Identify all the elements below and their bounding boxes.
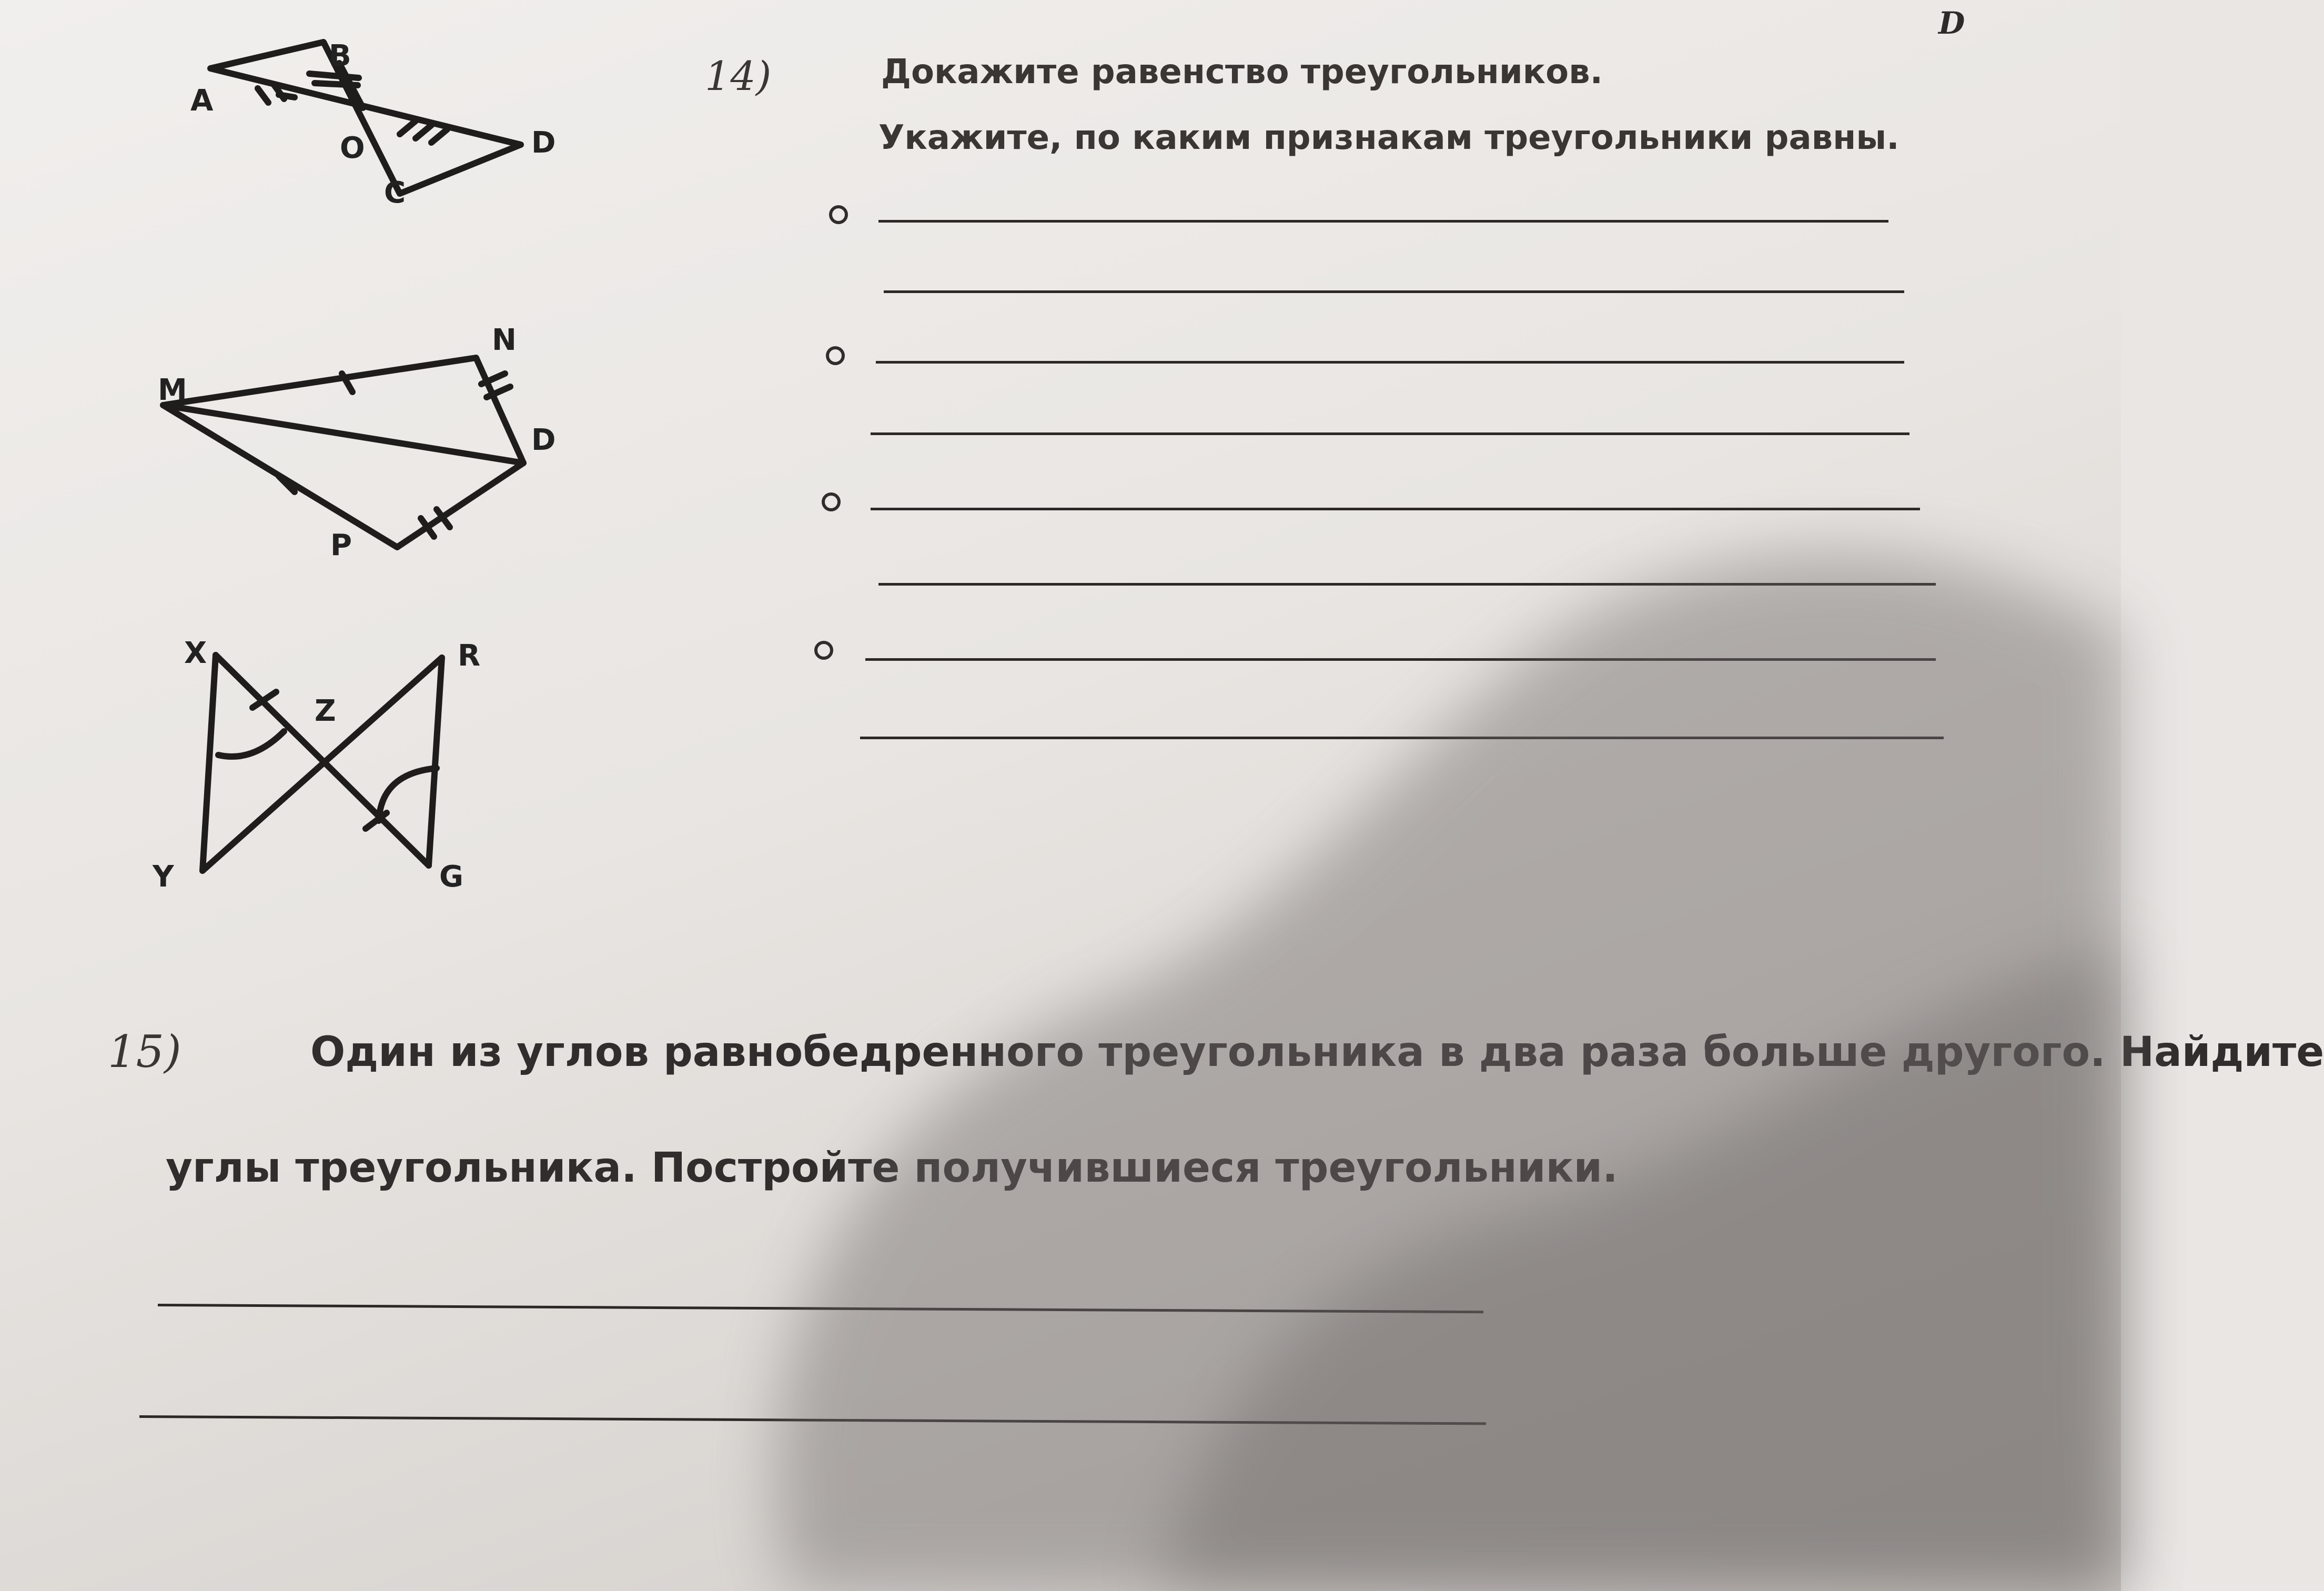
answer-bullet (829, 205, 848, 224)
fig1-label-c: C (384, 176, 406, 210)
answer-line[interactable] (860, 737, 1944, 739)
fig3-label-z: Z (315, 694, 336, 728)
answer-line[interactable] (865, 658, 1936, 661)
figure-2-quadrilateral (163, 358, 523, 547)
fig1-label-a: A (190, 84, 214, 118)
problem-15-text-2: углы треугольника. Постройте получившиеся треугольники. (166, 1144, 1618, 1192)
fig2-label-d: D (531, 423, 556, 457)
fig3-label-y: Y (153, 860, 174, 894)
fig1-label-d: D (531, 126, 556, 160)
answer-line[interactable] (871, 432, 1909, 435)
problem-15-text-1: Один из углов равнобедренного треугольника в два раза больше другого. Найдите (310, 1029, 2324, 1076)
corner-label: D (1938, 5, 1965, 41)
figures-panel (0, 0, 631, 947)
fig3-label-x: X (184, 636, 207, 670)
problem-14-instruction-2: Укажите, по каким признакам треугольники равны. (878, 118, 1899, 157)
fig3-label-g: G (439, 860, 463, 894)
fig2-label-p: P (330, 528, 352, 562)
problem-15-number: 15) (108, 1026, 181, 1078)
answer-bullet (814, 641, 833, 660)
answer-line[interactable] (884, 290, 1904, 293)
problem-14-number: 14) (705, 53, 772, 99)
fig2-label-n: N (492, 323, 517, 357)
answer-bullet (822, 492, 841, 511)
fig1-label-b: B (329, 39, 351, 73)
problem-14-instruction-1: Докажите равенство треугольников. (881, 53, 1603, 92)
figure-1-crossed-triangles (210, 42, 521, 194)
figure-3-bowtie (203, 655, 442, 871)
fig3-label-r: R (458, 639, 481, 673)
answer-line[interactable] (876, 361, 1904, 364)
fig2-label-m: M (158, 373, 187, 407)
answer-line[interactable] (871, 508, 1920, 510)
fig1-label-o: O (340, 131, 365, 165)
answer-bullet (826, 346, 845, 365)
answer-line[interactable] (878, 583, 1936, 586)
answer-line[interactable] (878, 220, 1888, 223)
